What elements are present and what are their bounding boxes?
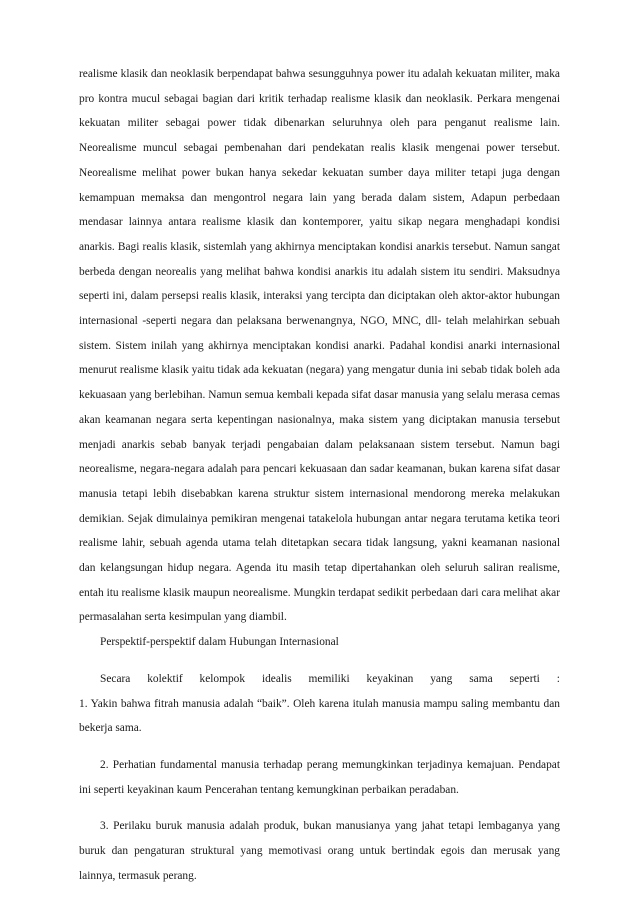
intro-word: keyakinan [366,672,414,685]
section-heading: Perspektif-perspektif dalam Hubungan Internasional [100,636,339,649]
point-3: 3. Perilaku buruk manusia adalah produk, bukan manusianya yang jahat tetapi lembaganya yang buruk dan pengaturan struktural yang memotivasi orang untuk bertindak egois dan merusak yang lainnya, termasuk perang. [79,820,560,882]
intro-word: sama [469,672,493,685]
point-2: 2. Perhatian fundamental manusia terhadap perang memungkinkan terjadinya kemajuan. Pendapat ini seperti keyakinan kaum Pencerahan tentang kemungkinan perbaikan peradaban. [79,758,560,796]
idealist-intro-line [79,667,560,692]
body-paragraph-realism: realisme klasik dan neoklasik berpendapat bahwa sesungguhnya power itu adalah kekuatan militer, maka pro kontra mucul sebagai bagian dari kritik terhadap realisme klasik dan neoklasik. Perkara mengenai kekuatan militer sebagai power tidak dibenarkan seluruhnya oleh para penganut realisme lain. Neorealisme muncul sebagai pembenahan dari pendekatan realis klasik mengenai power tersebut. Neorealisme melihat power bukan hanya sekedar kekuatan sumber daya militer tetapi juga dengan kemampuan memaksa dan mengontrol negara lain yang berada dalam sistem, Adapun perbedaan mendasar lainnya antara realisme klasik dan kontemporer, yaitu sikap negara menghadapi kondisi anarkis. Bagi realis klasik, sistemlah yang akhirnya menciptakan kondisi anarkis tersebut. Namun sangat berbeda dengan neorealis yang melihat bahwa kondisi anarkis itu adalah sistem itu sendiri. Maksudnya seperti ini, dalam persepsi realis klasik, interaksi yang tercipta dan diciptakan oleh aktor-aktor hubungan internasional -seperti negara dan pelaksana berwenangnya, NGO, MNC, dll- telah melahirkan sebuah sistem. Sistem inilah yang akhirnya menciptakan kondisi anarki. Padahal kondisi anarki internasional menurut realisme klasik yaitu tidak ada kekuatan (negara) yang mengatur dunia ini sebab tidak boleh ada kekuasaan yang berlebihan. Namun semua kembali kepada sifat dasar manusia yang selalu merasa cemas akan keamanan negara serta kepentingan nasionalnya, maka sistem yang diciptakan manusia tersebut menjadi anarkis sebab banyak terjadi pengabaian dalam pelaksanaan sistem tersebut. Namun bagi neorealisme, negara-negara adalah para pencari kekuasaan dan sadar keamanan, bukan karena sifat dasar manusia tetapi lebih disebabkan karena struktur sistem internasional mendorong mereka melakukan demikian. Sejak dimulainya pemikiran mengenai tatakelola hubungan antar negara terutama ketika teori realisme lahir, sebuah agenda utama telah ditetapkan secara tidak langsung, yakni keamanan nasional dan kelangsungan hidup negara. Agenda itu masih tetap dipertahankan oleh seluruh saliran realisme, entah itu realisme klasik maupun neorealisme. Mungkin terdapat sedikit perbedaan dari cara melihat akar permasalahan serta kesimpulan yang diambil. [79,68,560,624]
idealist-intro [79,667,560,741]
intro-word: seperti [509,672,540,685]
intro-word: memiliki [308,672,350,685]
intro-word: kolektif [147,672,183,685]
intro-word: idealis [261,672,292,685]
intro-word: kelompok [199,672,246,685]
point-1: 1. Yakin bahwa fitrah manusia adalah “baik”. Oleh karena itulah manusia mampu saling membantu dan bekerja sama. [79,697,560,735]
intro-word: Secara [100,672,131,685]
document-page [79,62,560,889]
intro-word: : [556,672,560,685]
intro-word: yang [430,672,453,685]
